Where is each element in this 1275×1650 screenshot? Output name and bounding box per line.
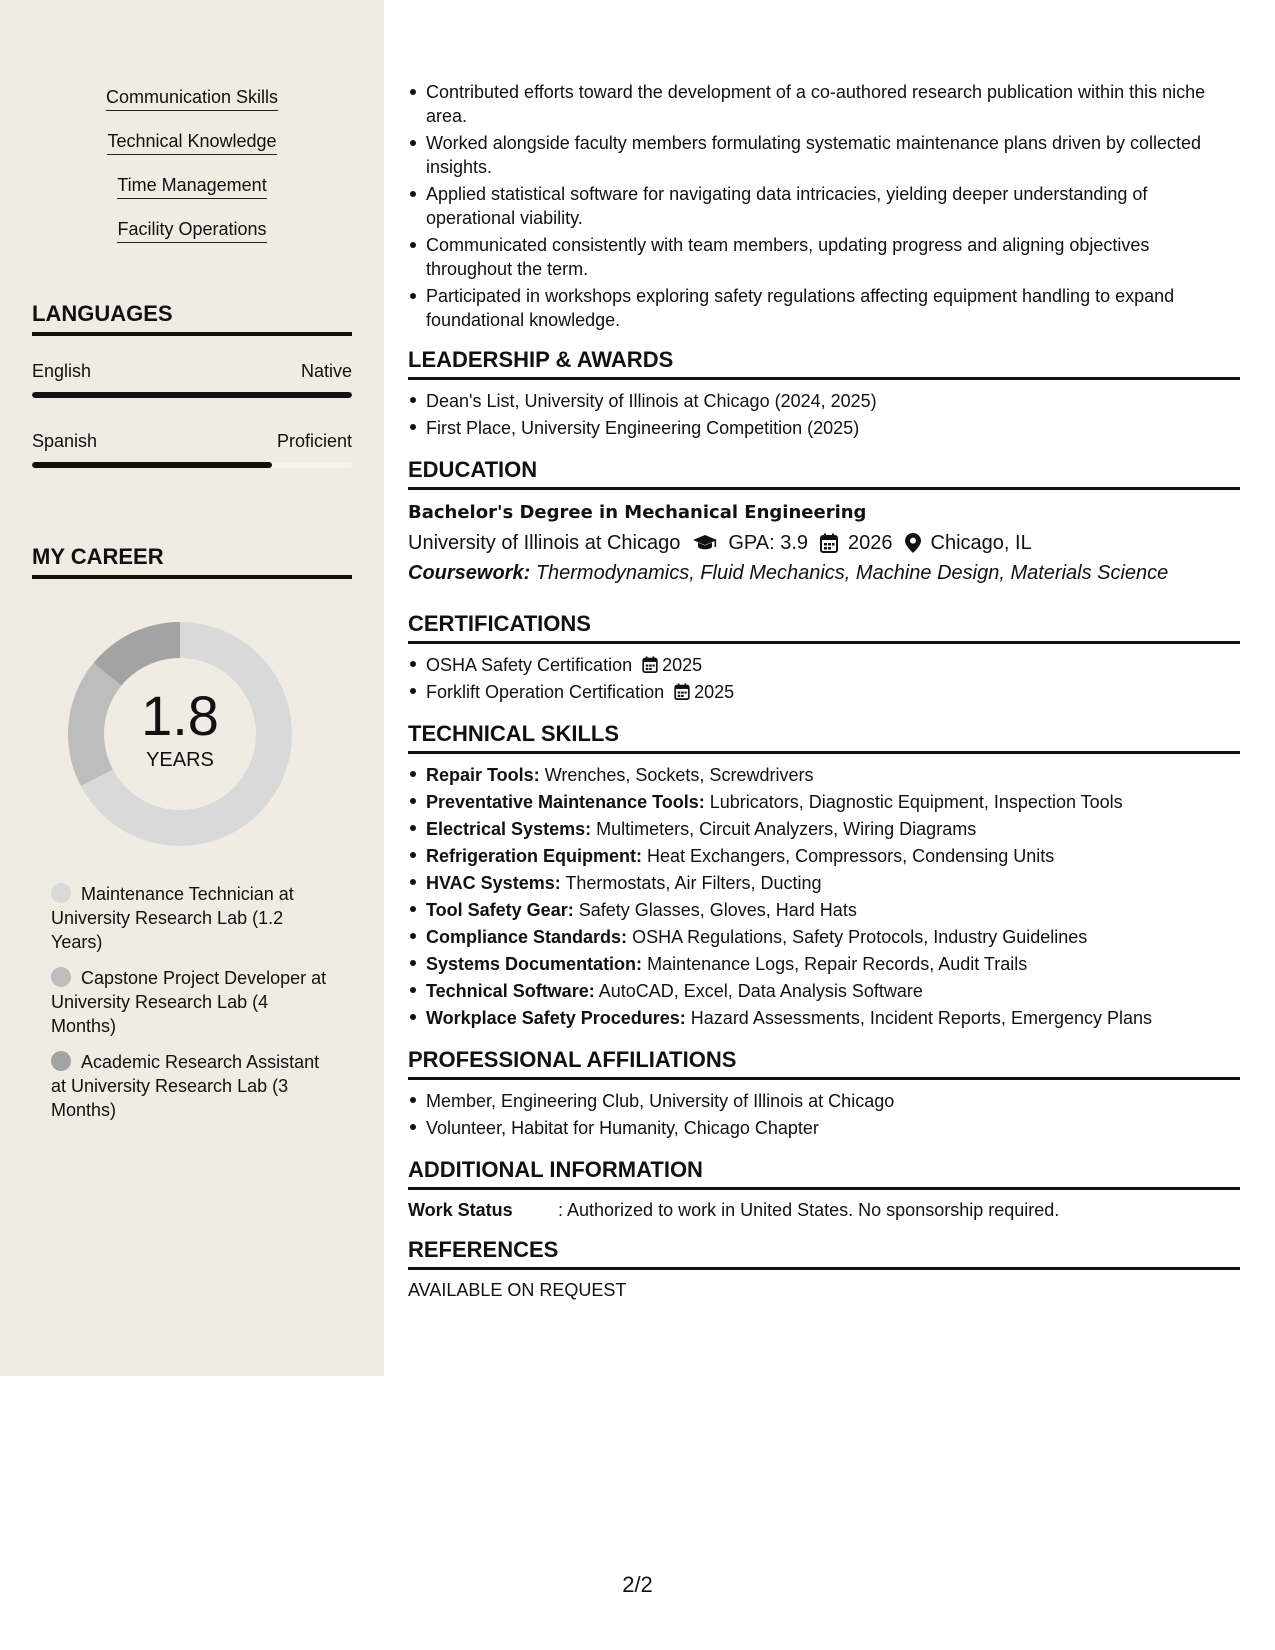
career-label: Capstone Project Developer at University Research Lab (4 Months) [51,968,327,1036]
calendar-icon [820,533,838,553]
work-status-row [408,1198,1240,1222]
education-details [408,528,1240,558]
skill-values: AutoCAD, Excel, Data Analysis Software [598,981,923,1001]
coursework-label: Coursework: [408,562,531,584]
school-name: University of Illinois at Chicago [408,532,681,554]
page-number: 2/2 [622,1572,653,1597]
skill-values: Multimeters, Circuit Analyzers, Wiring Diagrams [596,819,977,839]
skill-category: Electrical Systems: [426,819,592,839]
coursework-list: Thermodynamics, Fluid Mechanics, Machine Design, Materials Science [535,562,1169,584]
career-total: 1.8 [141,684,219,747]
career-donut-chart [66,620,294,848]
technical-skills-list [408,762,1240,1032]
skill-values: Hazard Assessments, Incident Reports, Emergency Plans [690,1008,1153,1028]
affiliation-item: Volunteer, Habitat for Humanity, Chicago Chapter [408,1115,1240,1142]
experience-bullet: Communicated consistently with team members, updating progress and aligning objectives throughout the term. [408,233,1240,281]
career-legend-item [51,966,331,1038]
sidebar [0,0,384,1376]
leadership-item: First Place, University Engineering Competition (2025) [408,415,1240,442]
location: Chicago, IL [930,532,1032,554]
work-status-label: Work Status [408,1200,513,1220]
technical-skill-item [408,762,1240,789]
language-name: English [32,361,92,381]
graduation-cap-icon [692,534,718,552]
leadership-heading: LEADERSHIP & AWARDS [408,346,1240,380]
skill-category: Technical Software: [426,981,595,1001]
education-heading: EDUCATION [408,456,1240,490]
skill-values: Wrenches, Sockets, Screwdrivers [544,765,814,785]
technical-skill-item [408,978,1240,1005]
language-english [32,360,352,398]
certification-name: OSHA Safety Certification [426,655,633,675]
career-unit: YEARS [146,749,214,771]
leadership-list [408,388,1240,442]
calendar-icon [674,683,690,700]
skill-item: Time Management [117,174,266,199]
technical-skill-item [408,789,1240,816]
certifications-list [408,652,1240,706]
skill-category: Refrigeration Equipment: [426,846,643,866]
leadership-item: Dean's List, University of Illinois at Chicago (2024, 2025) [408,388,1240,415]
skill-values: Heat Exchangers, Compressors, Condensing Units [647,846,1055,866]
skill-values: Maintenance Logs, Repair Records, Audit Trails [647,954,1028,974]
certification-year: 2025 [662,655,703,675]
map-pin-icon [905,533,921,553]
career-legend-item [51,1050,331,1122]
graduation-year: 2026 [848,532,893,554]
references-text: AVAILABLE ON REQUEST [408,1280,627,1300]
gpa: GPA: 3.9 [728,532,809,554]
legend-dot [51,1051,71,1071]
certification-name: Forklift Operation Certification [426,682,665,702]
language-spanish [32,430,352,468]
calendar-icon [642,656,658,673]
affiliations-list [408,1088,1240,1142]
skill-category: Workplace Safety Procedures: [426,1008,686,1028]
affiliation-item: Member, Engineering Club, University of Illinois at Chicago [408,1088,1240,1115]
experience-bullet: Worked alongside faculty members formulating systematic maintenance plans driven by collected insights. [408,131,1240,179]
career-legend-item [51,882,331,954]
experience-bullet: Contributed efforts toward the development of a co-authored research publication within this niche area. [408,80,1240,128]
additional-info-heading: ADDITIONAL INFORMATION [408,1156,1240,1190]
technical-skill-item [408,843,1240,870]
certification-year: 2025 [694,682,735,702]
skill-category: Repair Tools: [426,765,540,785]
certifications-heading: CERTIFICATIONS [408,610,1240,644]
references-heading: REFERENCES [408,1236,1240,1270]
skill-item: Communication Skills [106,86,278,111]
skill-category: Tool Safety Gear: [426,900,574,920]
skill-category: HVAC Systems: [426,873,561,893]
technical-skill-item [408,1005,1240,1032]
skills-list [0,86,384,262]
language-bar-fill [32,462,272,468]
technical-skill-item [408,870,1240,897]
skill-values: OSHA Regulations, Safety Protocols, Industry Guidelines [632,927,1088,947]
career-label: Maintenance Technician at University Research Lab (1.2 Years) [51,884,294,952]
language-bar-fill [32,392,352,398]
certification-item [408,652,1240,679]
career-heading: MY CAREER [32,543,352,579]
language-bar [32,462,352,468]
legend-dot [51,883,71,903]
skill-category: Preventative Maintenance Tools: [426,792,705,812]
experience-bullet: Applied statistical software for navigating data intricacies, yielding deeper understanding of operational viability. [408,182,1240,230]
skill-values: Lubricators, Diagnostic Equipment, Inspection Tools [709,792,1123,812]
main-content [408,80,1240,1302]
affiliations-heading: PROFESSIONAL AFFILIATIONS [408,1046,1240,1080]
experience-bullet: Participated in workshops exploring safety regulations affecting equipment handling to expand foundational knowledge. [408,284,1240,332]
language-level: Proficient [276,431,352,451]
skill-item: Technical Knowledge [107,130,276,155]
certification-item [408,679,1240,706]
coursework [408,558,1240,588]
technical-skill-item [408,897,1240,924]
legend-dot [51,967,71,987]
skill-values: Safety Glasses, Gloves, Hard Hats [578,900,857,920]
experience-bullets [408,80,1240,332]
technical-skills-heading: TECHNICAL SKILLS [408,720,1240,754]
skill-category: Compliance Standards: [426,927,628,947]
languages-heading: LANGUAGES [32,300,352,336]
work-status-value: : Authorized to work in United States. No sponsorship required. [558,1200,1060,1220]
skill-values: Thermostats, Air Filters, Ducting [565,873,822,893]
skill-item: Facility Operations [117,218,266,243]
language-bar [32,392,352,398]
skill-category: Systems Documentation: [426,954,643,974]
career-label: Academic Research Assistant at University Research Lab (3 Months) [51,1052,320,1120]
technical-skill-item [408,816,1240,843]
degree-title: Bachelor's Degree in Mechanical Engineering [408,502,867,523]
technical-skill-item [408,924,1240,951]
language-level: Native [300,361,352,381]
language-name: Spanish [32,431,98,451]
career-legend [51,882,331,1134]
technical-skill-item [408,951,1240,978]
